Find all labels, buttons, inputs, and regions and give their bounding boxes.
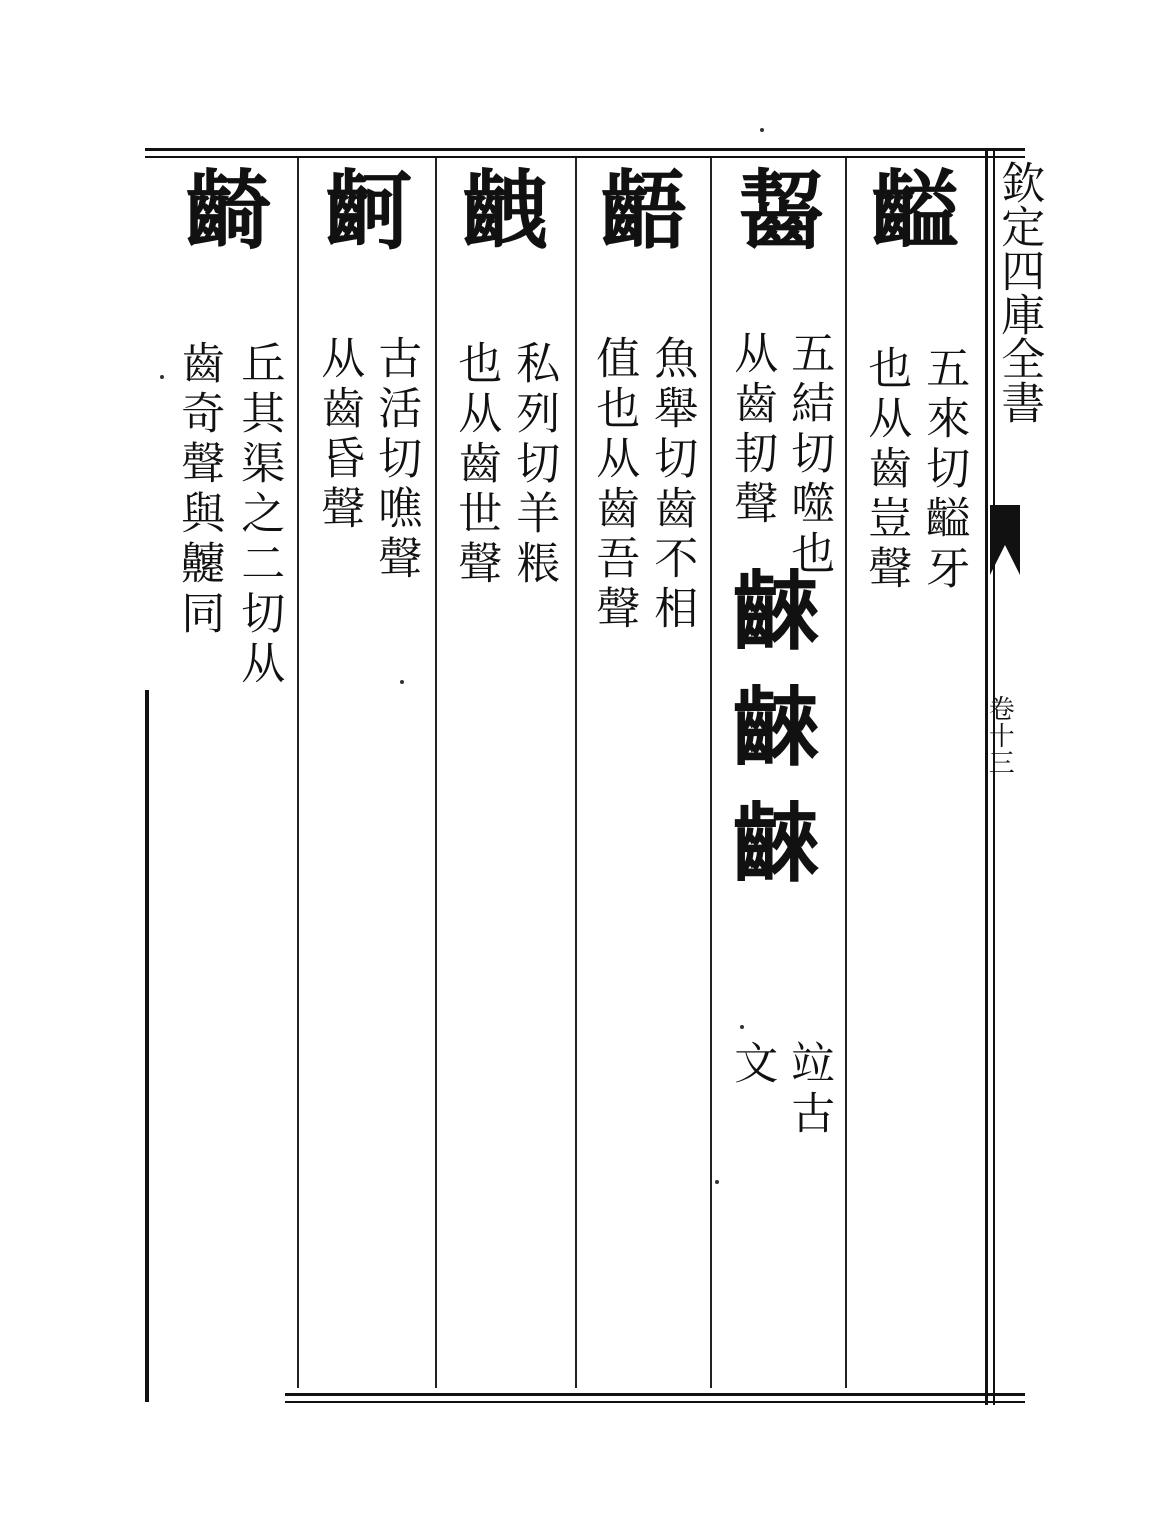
gloss-line: 五結切噬也 (783, 330, 835, 580)
seal-character: 齥 (447, 165, 549, 255)
gloss-line: 也从齒世聲 (450, 340, 502, 590)
top-border (145, 148, 1025, 151)
book-title: 欽定四庫全書 (993, 160, 1045, 424)
gloss-line: 值也从齒吾聲 (588, 335, 640, 635)
margin-divider (985, 150, 988, 1405)
gloss-line: 也从齒豈聲 (860, 345, 912, 595)
seal-character: 齬 (585, 165, 687, 255)
seal-character: 齮 (170, 165, 272, 255)
column-divider (575, 158, 577, 1388)
scan-speck (400, 680, 404, 684)
column-divider (845, 158, 847, 1388)
scan-speck (715, 1180, 719, 1184)
column-divider (435, 158, 437, 1388)
gloss-line: 从齒昏聲 (313, 335, 365, 535)
column-divider (297, 158, 299, 1388)
gloss-line: 齒奇聲與䶑同 (173, 340, 225, 640)
scan-speck (740, 1025, 744, 1029)
left-border (145, 690, 149, 1402)
bottom-border-inner (285, 1401, 1025, 1403)
gloss-note: 竝古 (783, 1040, 835, 1140)
bottom-border (285, 1393, 1025, 1396)
gloss-note: 文 (726, 1040, 778, 1090)
volume-label: 卷十三 (984, 695, 1015, 776)
seal-character: 䶗 (310, 165, 412, 255)
gloss-line: 从齒㓞聲 (726, 330, 778, 530)
top-border-inner (145, 156, 1025, 158)
seal-character: 齧 (723, 165, 825, 255)
scan-speck (160, 375, 164, 379)
gloss-line: 私列切羊粻 (508, 340, 560, 590)
gloss-line: 丘其渠之二切从 (233, 340, 285, 690)
gloss-line: 魚舉切齒不相 (646, 335, 698, 635)
variant-forms: 𪘨𪘨𪘨 (723, 570, 825, 918)
gloss-line: 古活切噍聲 (370, 335, 422, 585)
gloss-line: 五來切齸牙 (918, 345, 970, 595)
column-divider (710, 158, 712, 1388)
seal-character: 齸 (857, 165, 959, 255)
scan-speck (760, 128, 764, 132)
fishtail-mark-icon (990, 505, 1020, 575)
